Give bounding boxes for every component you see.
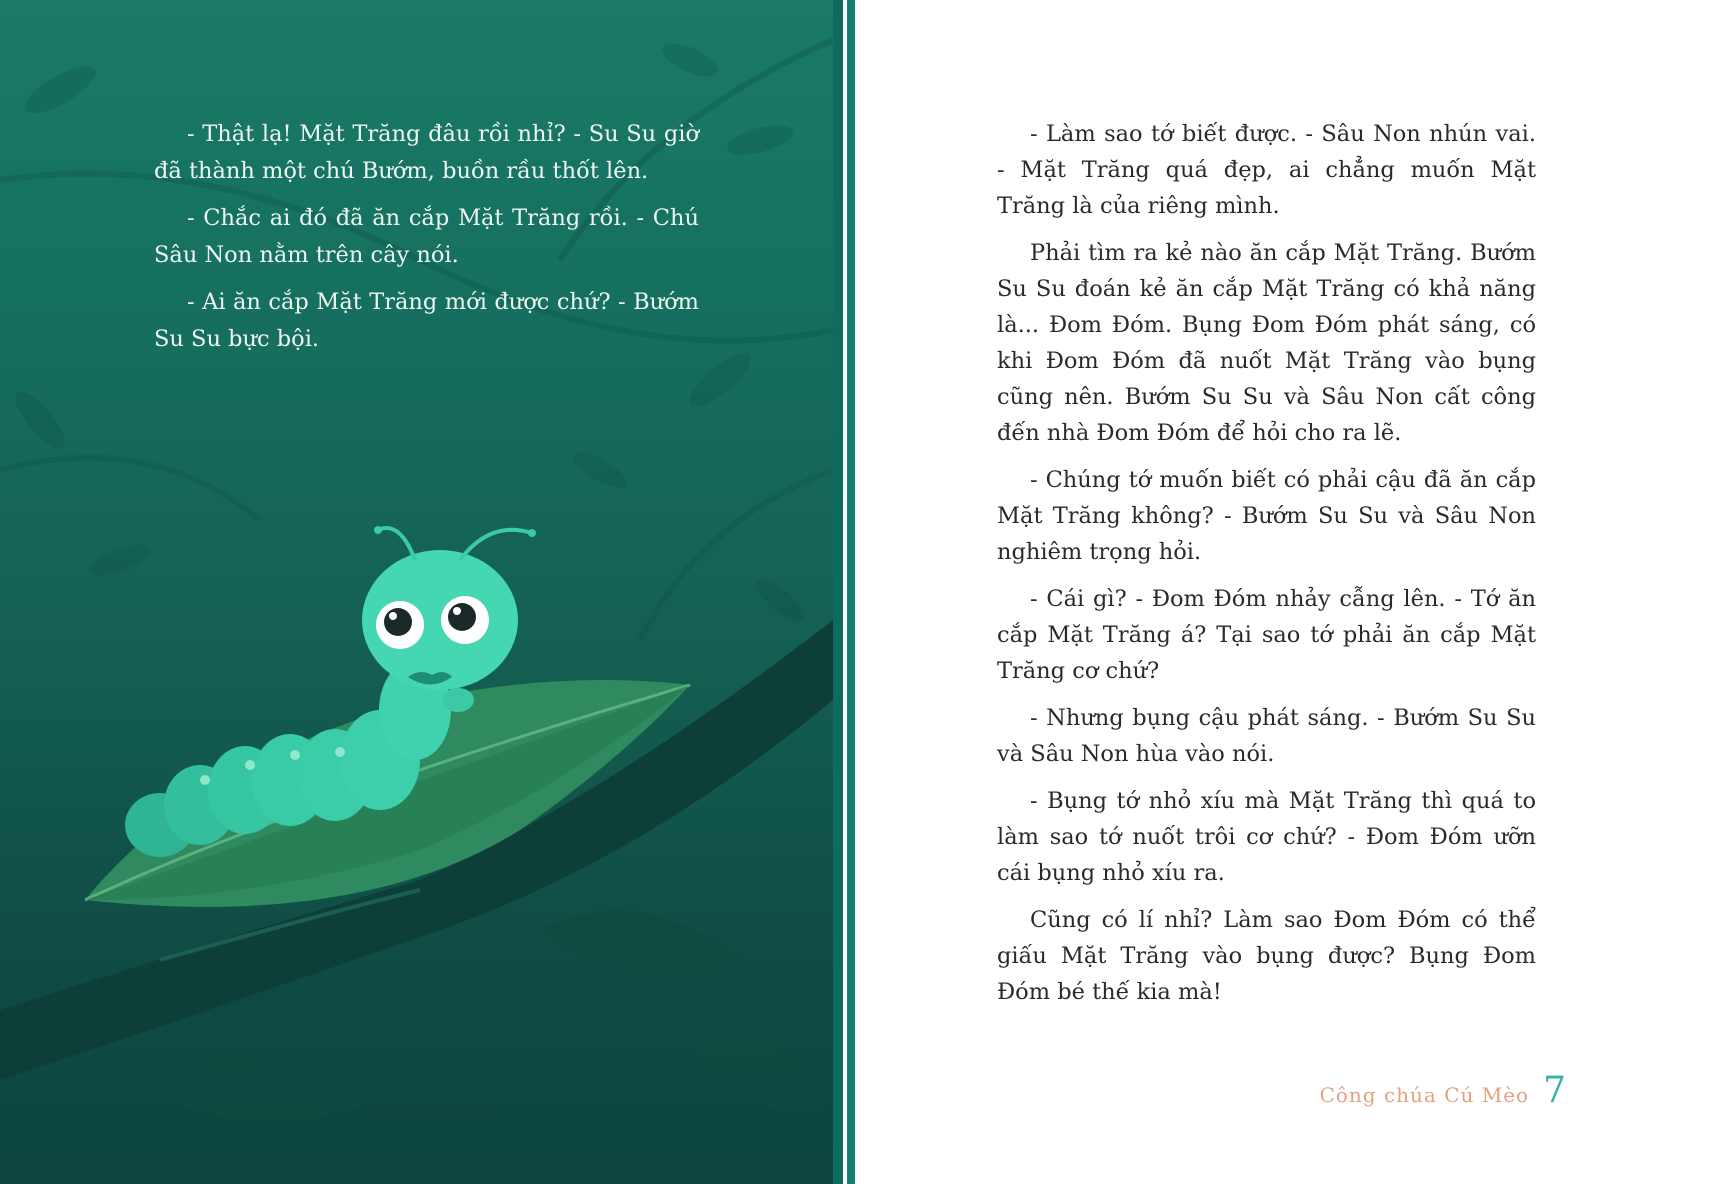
right-paragraph: Phải tìm ra kẻ nào ăn cắp Mặt Trăng. Bướm Su Su đoán kẻ ăn cắp Mặt Trăng có khả năng là... Đom Đóm. Bụng Đom Đóm phát sáng, có khi Đom Đóm đã nuốt Mặt Trăng vào bụng cũng nên. Bướm Su Su và Sâu Non cất công đến nhà Đom Đóm để hỏi cho ra lẽ. (997, 240, 1536, 446)
left-page-illustration (0, 0, 833, 1184)
right-story-text (997, 116, 1536, 1021)
right-paragraph: - Nhưng bụng cậu phát sáng. - Bướm Su Su và Sâu Non hùa vào nói. (997, 705, 1536, 767)
right-paragraph: Cũng có lí nhỉ? Làm sao Đom Đóm có thể giấu Mặt Trăng vào bụng được? Bụng Đom Đóm bé thế kia mà! (997, 907, 1536, 1005)
right-paragraph: - Bụng tớ nhỏ xíu mà Mặt Trăng thì quá to làm sao tớ nuốt trôi cơ chứ? - Đom Đóm ưỡn cái bụng nhỏ xíu ra. (997, 788, 1536, 886)
book-spine-dark (833, 0, 843, 1184)
right-paragraph: - Chúng tớ muốn biết có phải cậu đã ăn cắp Mặt Trăng không? - Bướm Su Su và Sâu Non nghiêm trọng hỏi. (997, 467, 1536, 565)
book-title: Công chúa Cú Mèo (1319, 1083, 1530, 1107)
book-spine-light (847, 0, 855, 1184)
left-paragraph: - Thật lạ! Mặt Trăng đâu rồi nhỉ? - Su Su giờ đã thành một chú Bướm, buồn rầu thốt lên. (154, 121, 699, 184)
right-page-text (855, 0, 1709, 1184)
right-paragraph: - Làm sao tớ biết được. - Sâu Non nhún vai. - Mặt Trăng quá đẹp, ai chẳng muốn Mặt Trăng là của riêng mình. (997, 121, 1536, 219)
page-number: 7 (1543, 1070, 1566, 1111)
page-footer (1320, 1070, 1566, 1111)
left-paragraph: - Ai ăn cắp Mặt Trăng mới được chứ? - Bướm Su Su bực bội. (154, 289, 699, 352)
right-paragraph: - Cái gì? - Đom Đóm nhảy cẫng lên. - Tớ ăn cắp Mặt Trăng á? Tại sao tớ phải ăn cắp Mặt Trăng cơ chứ? (997, 586, 1536, 684)
left-paragraph: - Chắc ai đó đã ăn cắp Mặt Trăng rồi. - Chú Sâu Non nằm trên cây nói. (154, 205, 699, 268)
left-story-text (154, 116, 699, 368)
